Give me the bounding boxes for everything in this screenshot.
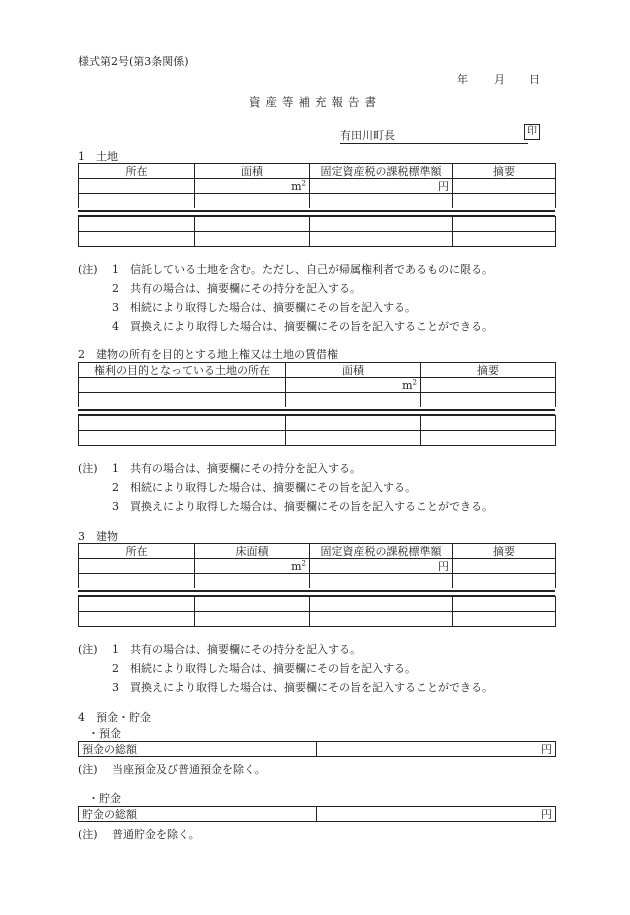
yen-unit: 円 — [438, 179, 449, 193]
form-number: 様式第2号(第3条関係) — [78, 55, 189, 68]
table-row — [79, 597, 556, 612]
addressee: 有田川町長 — [340, 127, 528, 144]
leasehold-col-remarks: 摘要 — [421, 363, 556, 378]
yen-unit: 円 — [438, 559, 449, 573]
building-heading: 3 建物 — [78, 530, 118, 543]
deposit-subheading: ・預金 — [88, 727, 121, 740]
area-unit: m — [291, 179, 302, 193]
savings-heading: 4 預金・貯金 — [78, 711, 151, 724]
land-note-3: 3 相続により取得した場合は、摘要欄にその旨を記入する。 — [112, 301, 416, 314]
land-heading: 1 土地 — [78, 150, 118, 163]
table-row — [79, 217, 556, 232]
deposit-table — [78, 741, 556, 757]
building-table — [78, 543, 556, 627]
deposit-note-prefix: (注) — [78, 763, 98, 776]
seal-mark: 印 — [524, 124, 540, 140]
table-row — [79, 194, 556, 209]
table-break-line — [78, 409, 555, 416]
table-row — [79, 574, 556, 589]
leasehold-table — [78, 362, 556, 446]
table-row: $m^2$ 円 — [79, 559, 556, 574]
yen-unit: 円 — [541, 807, 552, 821]
table-row: $m^2$ — [79, 378, 556, 393]
postal-savings-total-label: 貯金の総額 — [79, 807, 317, 822]
postal-savings-table — [78, 806, 556, 822]
building-col-floor-area: 床面積 — [195, 544, 310, 559]
table-break-line — [78, 210, 555, 217]
leasehold-note-2: 2 相続により取得した場合は、摘要欄にその旨を記入する。 — [112, 481, 416, 494]
leasehold-col-location: 権利の目的となっている土地の所在 — [79, 363, 286, 378]
table-row — [79, 431, 556, 446]
table-row: $m^2$ 円 — [79, 179, 556, 194]
area-unit: m — [402, 378, 413, 392]
postal-savings-total-field[interactable] — [317, 807, 556, 822]
table-row — [79, 612, 556, 627]
land-notes-prefix: (注) — [78, 263, 98, 276]
building-col-tax-base: 固定資産税の課税標準額 — [310, 544, 453, 559]
deposit-total-field[interactable] — [317, 742, 556, 757]
table-row — [79, 232, 556, 247]
land-note-1: 1 信託している土地を含む。ただし、自己が帰属権利者であるものに限る。 — [112, 263, 493, 276]
postal-savings-subheading: ・貯金 — [88, 792, 121, 805]
postal-savings-note-prefix: (注) — [78, 828, 98, 841]
leasehold-note-3: 3 買換えにより取得した場合は、摘要欄にその旨を記入することができる。 — [112, 500, 493, 513]
area-unit: m — [291, 559, 302, 573]
document-title: 資産等補充報告書 — [249, 95, 381, 109]
postal-savings-note: 普通貯金を除く。 — [112, 828, 200, 841]
land-col-location: 所在 — [79, 164, 195, 179]
land-note-4: 4 買換えにより取得した場合は、摘要欄にその旨を記入することができる。 — [112, 320, 493, 333]
leasehold-note-1: 1 共有の場合は、摘要欄にその持分を記入する。 — [112, 462, 361, 475]
building-note-1: 1 共有の場合は、摘要欄にその持分を記入する。 — [112, 643, 361, 656]
building-col-location: 所在 — [79, 544, 195, 559]
table-row — [79, 416, 556, 431]
table-break-line — [78, 590, 555, 597]
land-col-area: 面積 — [195, 164, 310, 179]
date-month-label: 月 — [494, 73, 505, 86]
deposit-total-label: 預金の総額 — [79, 742, 317, 757]
land-table — [78, 163, 556, 247]
leasehold-col-area: 面積 — [286, 363, 421, 378]
leasehold-notes-prefix: (注) — [78, 462, 98, 475]
building-note-3: 3 買換えにより取得した場合は、摘要欄にその旨を記入することができる。 — [112, 681, 493, 694]
yen-unit: 円 — [541, 742, 552, 756]
land-note-2: 2 共有の場合は、摘要欄にその持分を記入する。 — [112, 282, 361, 295]
date-day-label: 日 — [529, 73, 540, 86]
building-col-remarks: 摘要 — [453, 544, 556, 559]
land-col-remarks: 摘要 — [453, 164, 556, 179]
building-note-2: 2 相続により取得した場合は、摘要欄にその旨を記入する。 — [112, 662, 416, 675]
building-notes-prefix: (注) — [78, 643, 98, 656]
deposit-note: 当座預金及び普通預金を除く。 — [112, 763, 266, 776]
date-year-label: 年 — [457, 73, 468, 86]
table-row — [79, 393, 556, 408]
land-col-tax-base: 固定資産税の課税標準額 — [310, 164, 453, 179]
leasehold-heading: 2 建物の所有を目的とする地上権又は土地の賃借権 — [78, 348, 338, 361]
